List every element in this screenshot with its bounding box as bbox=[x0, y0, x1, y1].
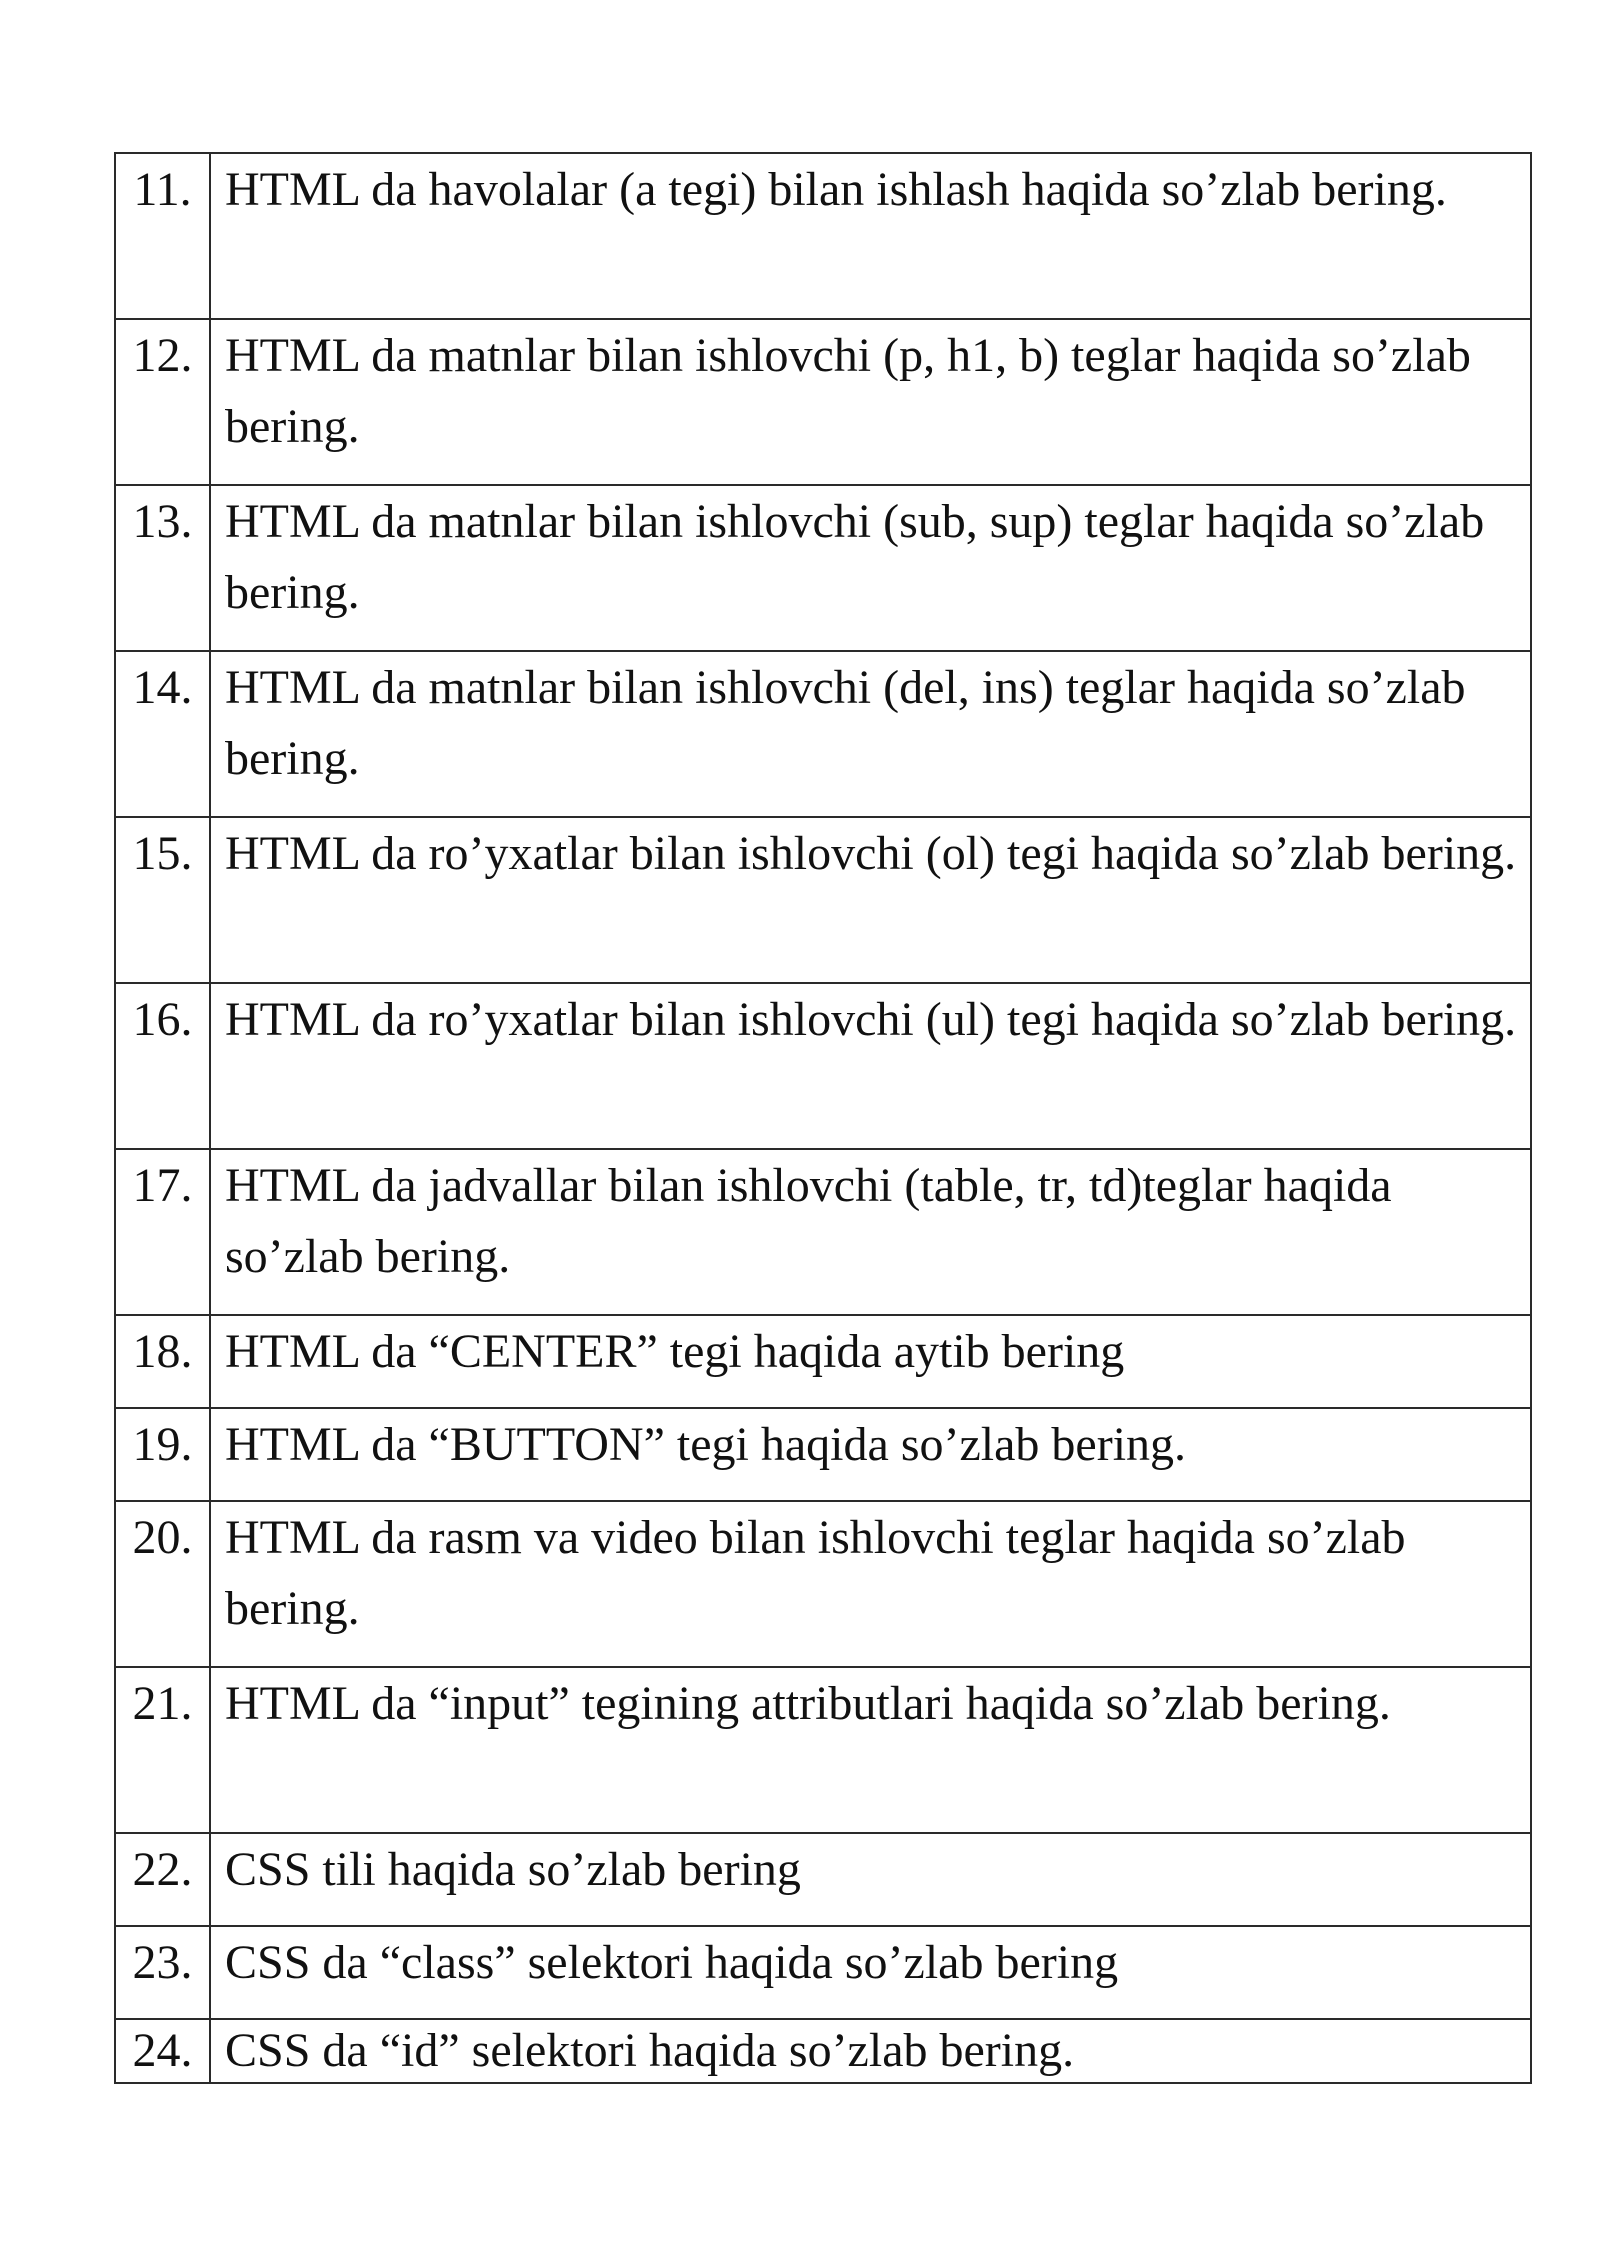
question-number: 19. bbox=[115, 1408, 210, 1501]
question-text: HTML da “CENTER” tegi haqida aytib bering bbox=[210, 1315, 1531, 1408]
question-number: 18. bbox=[115, 1315, 210, 1408]
question-text: HTML da matnlar bilan ishlovchi (p, h1, b) teglar haqida so’zlab bering. bbox=[210, 319, 1531, 485]
table-row bbox=[115, 1833, 1531, 1926]
table-row bbox=[115, 1149, 1531, 1315]
question-number: 24. bbox=[115, 2019, 210, 2083]
question-number: 21. bbox=[115, 1667, 210, 1833]
question-text: HTML da havolalar (a tegi) bilan ishlash haqida so’zlab bering. bbox=[210, 153, 1531, 319]
table-row bbox=[115, 651, 1531, 817]
table-row bbox=[115, 817, 1531, 983]
question-number: 14. bbox=[115, 651, 210, 817]
question-number: 20. bbox=[115, 1501, 210, 1667]
question-number: 22. bbox=[115, 1833, 210, 1926]
table-row bbox=[115, 153, 1531, 319]
table-row bbox=[115, 1501, 1531, 1667]
question-text: HTML da rasm va video bilan ishlovchi teglar haqida so’zlab bering. bbox=[210, 1501, 1531, 1667]
question-number: 12. bbox=[115, 319, 210, 485]
question-text: HTML da matnlar bilan ishlovchi (sub, sup) teglar haqida so’zlab bering. bbox=[210, 485, 1531, 651]
question-text: HTML da “input” tegining attributlari haqida so’zlab bering. bbox=[210, 1667, 1531, 1833]
question-number: 17. bbox=[115, 1149, 210, 1315]
question-text: HTML da jadvallar bilan ishlovchi (table, tr, td)teglar haqida so’zlab bering. bbox=[210, 1149, 1531, 1315]
question-text: HTML da ro’yxatlar bilan ishlovchi (ul) tegi haqida so’zlab bering. bbox=[210, 983, 1531, 1149]
table-row bbox=[115, 1408, 1531, 1501]
question-text: HTML da matnlar bilan ishlovchi (del, ins) teglar haqida so’zlab bering. bbox=[210, 651, 1531, 817]
table-row bbox=[115, 319, 1531, 485]
question-text: HTML da ro’yxatlar bilan ishlovchi (ol) tegi haqida so’zlab bering. bbox=[210, 817, 1531, 983]
question-number: 15. bbox=[115, 817, 210, 983]
question-text: HTML da “BUTTON” tegi haqida so’zlab bering. bbox=[210, 1408, 1531, 1501]
table-row bbox=[115, 485, 1531, 651]
question-text: CSS da “id” selektori haqida so’zlab bering. bbox=[210, 2019, 1531, 2083]
table-row bbox=[115, 1926, 1531, 2019]
question-text: CSS da “class” selektori haqida so’zlab bering bbox=[210, 1926, 1531, 2019]
questions-table bbox=[114, 152, 1532, 2084]
table-row bbox=[115, 983, 1531, 1149]
question-text: CSS tili haqida so’zlab bering bbox=[210, 1833, 1531, 1926]
table-row bbox=[115, 2019, 1531, 2083]
question-number: 23. bbox=[115, 1926, 210, 2019]
question-number: 16. bbox=[115, 983, 210, 1149]
question-number: 13. bbox=[115, 485, 210, 651]
question-number: 11. bbox=[115, 153, 210, 319]
table-row bbox=[115, 1315, 1531, 1408]
table-row bbox=[115, 1667, 1531, 1833]
